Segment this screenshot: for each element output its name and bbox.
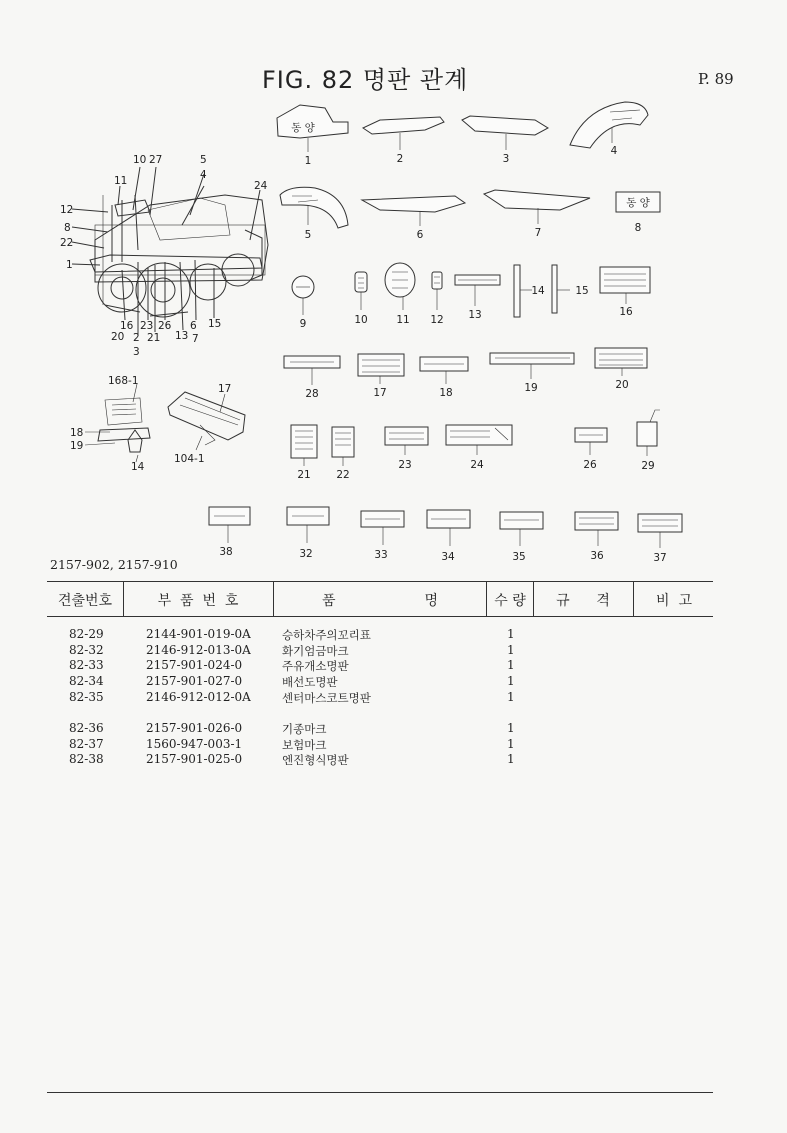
- part-11-badge: [385, 263, 415, 326]
- part-9-emblem: [292, 276, 314, 330]
- part-7-strip: [484, 190, 590, 239]
- svg-text:18: 18: [439, 387, 453, 399]
- part-29-tag: [637, 410, 660, 472]
- part-15-strip: [552, 265, 589, 313]
- svg-text:18: 18: [70, 427, 84, 439]
- svg-text:37: 37: [653, 552, 667, 564]
- part-38-plate: [209, 507, 250, 558]
- cell-qty: 1: [507, 752, 515, 766]
- svg-text:29: 29: [641, 460, 655, 472]
- part-13-label: [455, 275, 500, 321]
- detail-cover-drawing: [168, 383, 245, 465]
- cell-part-number: 2146-912-012-0A: [146, 690, 251, 704]
- cell-ref: 82-38: [69, 752, 104, 766]
- part-26-plate: [575, 428, 607, 471]
- svg-text:14: 14: [131, 461, 145, 473]
- svg-text:26: 26: [583, 459, 597, 471]
- svg-text:6: 6: [190, 320, 197, 332]
- svg-text:12: 12: [60, 204, 74, 216]
- cell-part-number: 2157-901-025-0: [146, 752, 243, 766]
- page-number: P. 89: [698, 70, 734, 88]
- col-header-remarks: 비 고: [656, 593, 692, 609]
- part-22-plate: [332, 427, 354, 481]
- svg-text:15: 15: [575, 285, 589, 297]
- cell-ref: 82-36: [69, 721, 104, 735]
- svg-text:3: 3: [502, 153, 510, 165]
- svg-text:12: 12: [430, 314, 444, 326]
- svg-text:13: 13: [175, 330, 189, 342]
- svg-text:7: 7: [192, 333, 199, 345]
- col-header-part-number: 부 품 번 호: [157, 593, 239, 609]
- svg-text:24: 24: [470, 459, 484, 471]
- detail-step-drawing: [70, 375, 150, 473]
- svg-text:2: 2: [133, 332, 140, 344]
- svg-text:7: 7: [534, 227, 542, 239]
- page-title: FIG. 82 명판 관계: [262, 66, 469, 94]
- part-12-badge: [430, 272, 443, 326]
- cell-part-number: 2157-901-027-0: [146, 674, 243, 688]
- col-header-qty: 수 량: [494, 593, 526, 609]
- cell-part-name: 승하차주의꼬리표: [282, 628, 371, 642]
- svg-text:동 양: 동 양: [626, 197, 650, 209]
- svg-text:21: 21: [147, 332, 161, 344]
- svg-text:3: 3: [133, 346, 140, 358]
- cell-part-name: 기종마크: [282, 722, 327, 736]
- svg-text:14: 14: [531, 285, 545, 297]
- cell-part-name: 배선도명판: [282, 675, 338, 689]
- svg-text:6: 6: [416, 229, 424, 241]
- model-numbers: 2157-902, 2157-910: [50, 557, 178, 572]
- cell-qty: 1: [507, 674, 515, 688]
- svg-text:22: 22: [336, 469, 350, 481]
- svg-text:23: 23: [398, 459, 412, 471]
- column-divider: [533, 582, 534, 616]
- column-divider: [273, 582, 274, 616]
- svg-text:22: 22: [60, 237, 74, 249]
- column-divider: [633, 582, 634, 616]
- svg-text:4: 4: [610, 145, 618, 157]
- svg-text:11: 11: [396, 314, 410, 326]
- part-3-trim: [462, 116, 548, 165]
- column-divider: [123, 582, 124, 616]
- svg-text:15: 15: [208, 318, 222, 330]
- svg-text:13: 13: [468, 309, 482, 321]
- part-36-plate: [575, 512, 618, 562]
- svg-text:104-1: 104-1: [174, 453, 205, 465]
- tractor-assembly-drawing: [90, 195, 268, 317]
- cell-qty: 1: [507, 737, 515, 751]
- table-bottom-rule: [47, 1092, 713, 1093]
- svg-text:19: 19: [524, 382, 538, 394]
- part-8-plate: [616, 192, 660, 234]
- cell-part-number: 2157-901-024-0: [146, 658, 243, 672]
- svg-text:34: 34: [441, 551, 455, 563]
- cell-part-number: 1560-947-003-1: [146, 737, 243, 751]
- col-header-part-name: 품 명: [321, 593, 439, 609]
- svg-text:2: 2: [396, 153, 404, 165]
- cell-part-number: 2146-912-013-0A: [146, 643, 251, 657]
- part-33-plate: [361, 511, 404, 561]
- svg-text:16: 16: [619, 306, 633, 318]
- svg-text:10: 10: [133, 154, 147, 166]
- svg-text:20: 20: [111, 331, 125, 343]
- cell-part-name: 엔진형식명판: [282, 753, 349, 767]
- part-6-strip: [362, 196, 465, 241]
- part-35-plate: [500, 512, 543, 563]
- svg-text:8: 8: [634, 222, 642, 234]
- part-2-trim: [363, 117, 444, 165]
- svg-text:8: 8: [64, 222, 71, 234]
- svg-text:5: 5: [200, 154, 207, 166]
- tractor-leader-lines: [72, 167, 260, 335]
- part-5-fender: [280, 187, 348, 241]
- svg-text:5: 5: [304, 229, 312, 241]
- table-top-rule: [47, 581, 713, 582]
- part-20-plate: [595, 348, 647, 391]
- svg-text:4: 4: [200, 169, 207, 181]
- svg-text:20: 20: [615, 379, 629, 391]
- part-23-plate: [385, 427, 428, 471]
- cell-part-number: 2144-901-019-0A: [146, 627, 251, 641]
- svg-text:1: 1: [66, 259, 73, 271]
- svg-text:10: 10: [354, 314, 368, 326]
- svg-text:동 양: 동 양: [291, 122, 315, 134]
- part-28-plate: [284, 356, 340, 400]
- svg-text:168-1: 168-1: [108, 375, 139, 387]
- cell-ref: 82-34: [69, 674, 104, 688]
- part-19-strip: [490, 353, 574, 394]
- svg-text:21: 21: [297, 469, 311, 481]
- part-14-strip: [514, 265, 545, 317]
- part-10-badge: [354, 272, 367, 326]
- cell-qty: 1: [507, 643, 515, 657]
- svg-text:1: 1: [304, 155, 312, 167]
- svg-text:23: 23: [140, 320, 154, 332]
- cell-qty: 1: [507, 721, 515, 735]
- svg-text:19: 19: [70, 440, 84, 452]
- svg-text:16: 16: [120, 320, 134, 332]
- cell-ref: 82-33: [69, 658, 104, 672]
- svg-text:26: 26: [158, 320, 172, 332]
- svg-text:35: 35: [512, 551, 526, 563]
- part-1-mark: [277, 105, 348, 167]
- cell-qty: 1: [507, 627, 515, 641]
- part-37-plate: [638, 514, 682, 564]
- svg-text:17: 17: [218, 383, 232, 395]
- table-header-rule: [47, 616, 713, 617]
- svg-text:28: 28: [305, 388, 319, 400]
- part-24-plate: [446, 425, 512, 471]
- part-4-fender: [570, 102, 648, 157]
- col-header-ref: 견출번호: [57, 593, 113, 609]
- cell-part-name: 화기엄금마크: [282, 644, 349, 658]
- cell-part-name: 센터마스코트명판: [282, 691, 371, 705]
- cell-qty: 1: [507, 658, 515, 672]
- part-17-plate: [358, 354, 404, 399]
- part-21-plate: [291, 425, 317, 481]
- column-divider: [486, 582, 487, 616]
- svg-text:9: 9: [299, 318, 307, 330]
- cell-qty: 1: [507, 690, 515, 704]
- svg-text:36: 36: [590, 550, 604, 562]
- svg-text:24: 24: [254, 180, 268, 192]
- svg-text:11: 11: [114, 175, 128, 187]
- part-34-plate: [427, 510, 470, 563]
- cell-ref: 82-32: [69, 643, 104, 657]
- part-16-plate: [600, 267, 650, 318]
- cell-ref: 82-37: [69, 737, 104, 751]
- svg-text:27: 27: [149, 154, 163, 166]
- svg-text:32: 32: [299, 548, 313, 560]
- cell-ref: 82-29: [69, 627, 104, 641]
- svg-text:33: 33: [374, 549, 388, 561]
- part-18-plate: [420, 357, 468, 399]
- cell-ref: 82-35: [69, 690, 104, 704]
- col-header-spec: 규 격: [556, 593, 610, 609]
- svg-text:38: 38: [219, 546, 233, 558]
- cell-part-name: 주유개소명판: [282, 659, 349, 673]
- svg-text:17: 17: [373, 387, 387, 399]
- cell-part-name: 보험마크: [282, 738, 327, 752]
- cell-part-number: 2157-901-026-0: [146, 721, 243, 735]
- part-32-plate: [287, 507, 329, 560]
